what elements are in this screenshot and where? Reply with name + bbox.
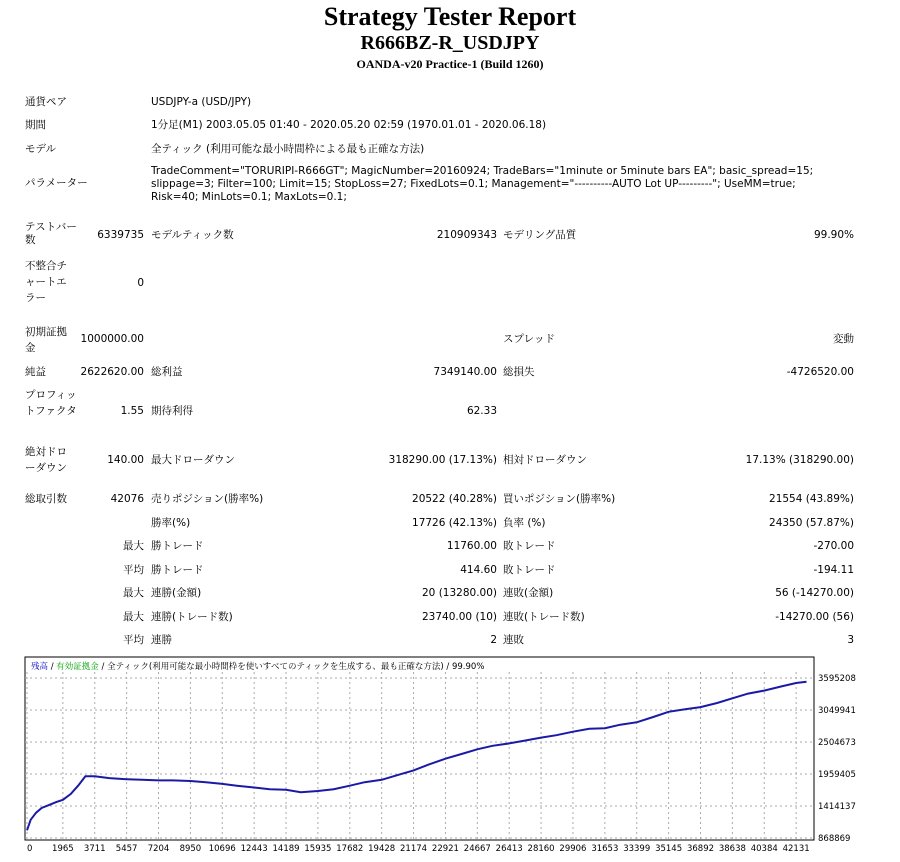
y-tick-label: 3049941 <box>818 705 856 716</box>
x-tick-label: 0 <box>27 844 33 854</box>
y-tick-label: 1414137 <box>818 802 856 812</box>
cons-loss-count-label: 連敗(トレード数) <box>503 611 585 623</box>
symbol-label: 通貨ペア <box>25 96 67 108</box>
spread-value: 変動 <box>833 333 854 345</box>
quality-value: 99.90% <box>813 229 854 241</box>
x-tick-label: 22921 <box>431 844 459 854</box>
bars-value: 6339735 <box>97 229 144 241</box>
rel-drawdown-value: 17.13% (318290.00) <box>745 454 854 466</box>
y-tick-label: 3595208 <box>818 674 856 684</box>
avg-win-label: 勝トレード <box>151 564 204 576</box>
quality-label: モデリング品質 <box>503 229 577 241</box>
chart-legend <box>31 661 484 672</box>
x-tick-label: 15935 <box>304 844 332 854</box>
cons-win-amount-label: 連勝(金額) <box>151 587 202 599</box>
loss-rate-label: 負率 (%) <box>503 517 546 529</box>
max-drawdown-value: 318290.00 (17.13%) <box>388 454 497 466</box>
avg-cons-win-value: 2 <box>490 634 497 646</box>
win-rate-value: 17726 (42.13%) <box>412 517 497 529</box>
largest-loss-value: -270.00 <box>813 540 854 552</box>
x-tick-label: 40384 <box>750 844 778 854</box>
x-tick-label: 10696 <box>208 844 236 854</box>
x-tick-label: 3711 <box>83 844 106 854</box>
x-tick-label: 38638 <box>718 844 746 854</box>
model-label: モデル <box>25 143 56 155</box>
x-tick-label: 12443 <box>240 844 268 854</box>
cons-win-amount-value: 20 (13280.00) <box>422 587 497 599</box>
y-tick-label: 868869 <box>818 834 851 844</box>
avg-loss-label: 敗トレード <box>503 564 556 576</box>
cons-win-count-value: 23740.00 (10) <box>422 611 497 623</box>
net-label: 純益 <box>25 366 46 378</box>
period-label: 期間 <box>25 119 46 131</box>
avg-cons-loss-label: 連敗 <box>503 634 524 646</box>
report-subtitle: R666BZ-R_USDJPY <box>360 32 540 54</box>
cons-loss-count-value: -14270.00 (56) <box>775 611 854 623</box>
long-positions-value: 21554 (43.89%) <box>769 493 854 505</box>
x-tick-label: 5457 <box>115 844 138 854</box>
win-rate-label: 勝率(%) <box>151 517 191 529</box>
abs-drawdown-value: 140.00 <box>107 454 144 466</box>
x-tick-label: 8950 <box>179 844 202 854</box>
abs-drawdown-label: 絶対ドローダウン <box>25 446 67 474</box>
params-value: TradeComment="TORURIPI-R666GT"; MagicNumber=20160924; TradeBars="1minute or 5minute bars EA"; basic_spread=15; slippage=3; Filter=100; Limit=15; StopLoss=27; FixedLots=0.1; Management="----------AUTO Lot UP---------"; UseMM=true; Risk=40; MinLots=0.1; MaxLots=0.1; <box>151 165 814 203</box>
cons-win-count-label: 連勝(トレード数) <box>151 611 233 623</box>
legend-sep: / <box>48 662 57 672</box>
gross-profit-label: 総利益 <box>151 366 183 378</box>
gross-loss-label: 総損失 <box>503 366 535 378</box>
x-tick-label: 31653 <box>591 844 619 854</box>
legend-equity: 有効証拠金 <box>56 662 99 672</box>
avg-win-value: 414.60 <box>460 564 497 576</box>
x-tick-label: 14189 <box>272 844 300 854</box>
legend-sep: / <box>98 662 108 672</box>
x-tick-label: 17682 <box>336 844 364 854</box>
avg-label: 平均 <box>123 634 144 646</box>
period-value: 1分足(M1) 2003.05.05 01:40 - 2020.05.20 02:59 (1970.01.01 - 2020.06.18) <box>151 119 547 131</box>
profit-factor-label: プロフィットファクタ <box>25 389 77 417</box>
total-trades-label: 総取引数 <box>25 493 67 505</box>
x-tick-label: 36892 <box>686 844 715 854</box>
legend-sep: / <box>443 662 452 672</box>
x-tick-label: 35145 <box>655 844 683 854</box>
max-label: 最大 <box>123 587 144 599</box>
ticks-label: モデルティック数 <box>151 229 234 241</box>
x-tick-label: 42131 <box>782 844 810 854</box>
largest-win-label: 勝トレード <box>151 540 204 552</box>
deposit-value: 1000000.00 <box>80 333 144 345</box>
profit-factor-value: 1.55 <box>120 405 144 417</box>
server-info: OANDA-v20 Practice-1 (Build 1260) <box>356 57 544 71</box>
avg-loss-value: -194.11 <box>813 564 854 576</box>
x-tick-label: 1965 <box>52 844 74 854</box>
largest-loss-label: 敗トレード <box>503 540 556 552</box>
largest-win-value: 11760.00 <box>446 540 497 552</box>
avg-cons-win-label: 連勝 <box>151 634 172 646</box>
model-value: 全ティック (利用可能な最小時間枠による最も正確な方法) <box>151 143 425 155</box>
legend-balance: 残高 <box>31 662 49 672</box>
y-axis-ticks <box>818 674 856 844</box>
max-label: 最大 <box>123 540 144 552</box>
gross-profit-value: 7349140.00 <box>433 366 497 378</box>
long-positions-label: 買いポジション(勝率%) <box>503 493 616 505</box>
avg-label: 平均 <box>123 564 144 576</box>
legend-quality: 99.90% <box>451 662 485 672</box>
x-tick-label: 33399 <box>623 844 651 854</box>
cons-loss-amount-value: 56 (-14270.00) <box>775 587 854 599</box>
short-positions-value: 20522 (40.28%) <box>412 493 497 505</box>
x-tick-label: 24667 <box>463 844 491 854</box>
x-axis-ticks <box>27 844 810 854</box>
chart-frame <box>25 657 814 840</box>
report-title: Strategy Tester Report <box>323 2 577 31</box>
legend-model: 全ティック(利用可能な最小時間枠を使いすべてのティックを生成する、最も正確な方法) <box>107 662 444 672</box>
rel-drawdown-label: 相対ドローダウン <box>503 454 587 466</box>
expected-payoff-value: 62.33 <box>466 405 497 417</box>
symbol-value: USDJPY-a (USD/JPY) <box>151 96 252 108</box>
net-value: 2622620.00 <box>80 366 144 378</box>
spread-label: スプレッド <box>503 333 555 345</box>
x-tick-label: 19428 <box>368 844 396 854</box>
x-tick-label: 21174 <box>400 844 428 854</box>
mismatch-label: 不整合チャートエラー <box>25 260 67 304</box>
x-tick-label: 26413 <box>495 844 523 854</box>
bars-label: テストバー数 <box>25 221 77 246</box>
x-tick-label: 7204 <box>147 844 170 854</box>
loss-rate-value: 24350 (57.87%) <box>769 517 854 529</box>
avg-cons-loss-value: 3 <box>847 634 854 646</box>
max-label: 最大 <box>123 611 144 623</box>
gross-loss-value: -4726520.00 <box>786 366 854 378</box>
x-tick-label: 28160 <box>527 844 555 854</box>
short-positions-label: 売りポジション(勝率%) <box>151 493 264 505</box>
cons-loss-amount-label: 連敗(金額) <box>503 587 554 599</box>
max-drawdown-label: 最大ドローダウン <box>151 454 235 466</box>
x-tick-label: 29906 <box>559 844 587 854</box>
y-tick-label: 1959405 <box>818 770 856 780</box>
total-trades-value: 42076 <box>110 493 144 505</box>
deposit-label: 初期証拠金 <box>25 326 67 354</box>
expected-payoff-label: 期待利得 <box>151 405 193 417</box>
mismatch-value: 0 <box>137 277 144 289</box>
params-label: パラメーター <box>25 177 88 189</box>
ticks-value: 210909343 <box>436 229 497 241</box>
y-tick-label: 2504673 <box>818 737 856 748</box>
